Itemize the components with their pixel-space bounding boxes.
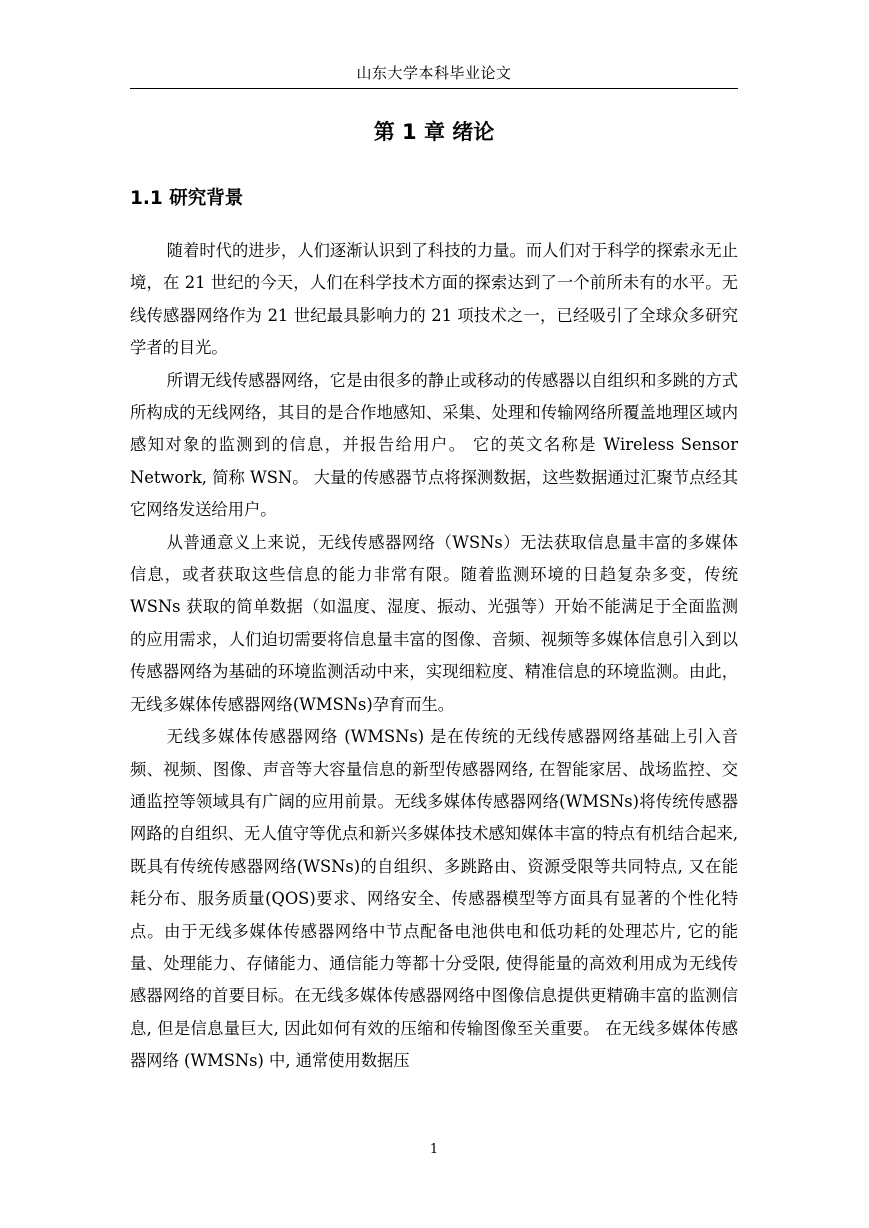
body-text xyxy=(130,235,738,1078)
paragraph-3: 从普通意义上来说，无线传感器网络（WSNs）无法获取信息量丰富的多媒体信息，或者获取这些信息的能力非常有限。随着监测环境的日趋复杂多变，传统 WSNs 获取的简单数据（如温度、湿度、振动、光强等）开始不能满足于全面监测的应用需求，人们迫切需要将信息量丰富的图像、音频、视频等多媒体信息引入到以传感器网络为基础的环境监测活动中来，实现细粒度、精准信息的环境监测。由此，无线多媒体传感器网络(WMSNs)孕育而生。 xyxy=(130,532,738,714)
header-rule xyxy=(130,88,738,89)
paragraph-2: 所谓无线传感器网络，它是由很多的静止或移动的传感器以自组织和多跳的方式所构成的无线网络，其目的是合作地感知、采集、处理和传输网络所覆盖地理区域内感知对象的监测到的信息，并报告给用户。 它的英文名称是 Wireless Sensor Network, 简称 WSN。 大量的传感器节点将探测数据，这些数据通过汇聚节点经其它网络发送给用户。 xyxy=(130,370,738,520)
section-heading: 1.1 研究背景 xyxy=(130,188,244,209)
paragraph-4: 无线多媒体传感器网络 (WMSNs) 是在传统的无线传感器网络基础上引入音频、视频、图像、声音等大容量信息的新型传感器网络, 在智能家居、战场监控、交通监控等领域具有广阔的应用前景。无线多媒体传感器网络(WMSNs)将传统传感器网路的自组织、无人值守等优点和新兴多媒体技术感知媒体丰富的特点有机结合起来, 既具有传统传感器网络(WSNs)的自组织、多跳路由、资源受限等共同特点, 又在能耗分布、服务质量(QOS)要求、网络安全、传感器模型等方面具有显著的个性化特点。由于无线多媒体传感器网络中节点配备电池供电和低功耗的处理芯片, 它的能量、处理能力、存储能力、通信能力等都十分受限, 使得能量的高效利用成为无线传感器网络的首要目标。在无线多媒体传感器网络中图像信息提供更精确丰富的监测信息, 但是信息量巨大, 因此如何有效的压缩和传输图像至关重要。 在无线多媒体传感器网络 (WMSNs) 中, 通常使用数据压 xyxy=(130,727,738,1071)
running-header: 山东大学本科毕业论文 xyxy=(356,64,512,82)
page-number: 1 xyxy=(429,1142,439,1157)
chapter-title: 第 1 章 绪论 xyxy=(373,120,495,144)
paragraph-1: 随着时代的进步，人们逐渐认识到了科技的力量。而人们对于科学的探索永无止境，在 21 世纪的今天，人们在科学技术方面的探索达到了一个前所未有的水平。无线传感器网络作为 21 世纪最具影响力的 21 项技术之一，已经吸引了全球众多研究学者的目光。 xyxy=(130,241,738,358)
